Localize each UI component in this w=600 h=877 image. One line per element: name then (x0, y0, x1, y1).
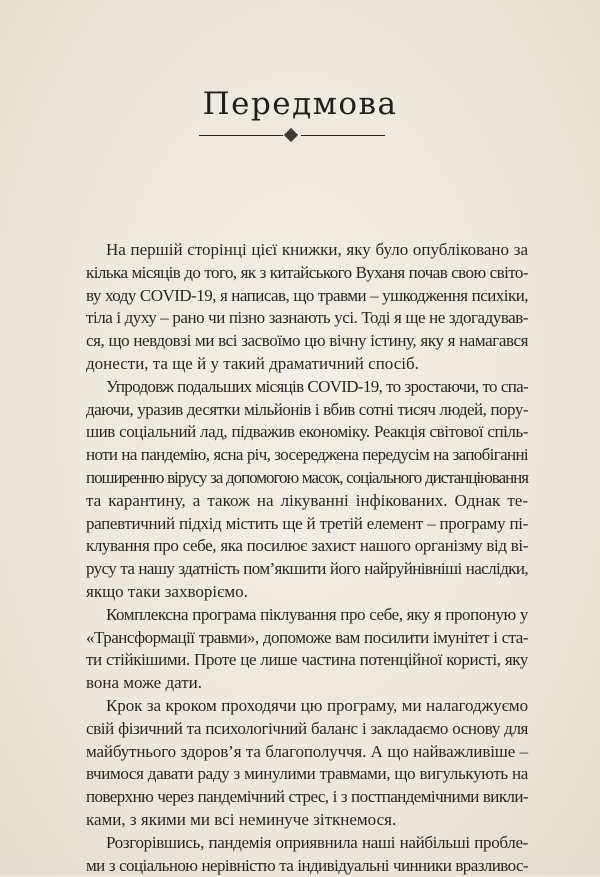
text-line: ся, що невдовзі ми всі засвоїмо цю вічну істину, яку я намагався (86, 331, 528, 351)
paragraph (86, 239, 528, 376)
text-line: поширенню вірусу за допомогою масок, соціального дистанціювання (86, 467, 528, 487)
text-line: На першій сторінці цієї книжки, яку було опубліковано за (106, 240, 528, 259)
text-line: майбутнього здоров’я та благополуччя. А що найважливіше – (86, 741, 528, 761)
text-line: тіла і духу – рано чи пізно зазнають усі. Тоді я ще не здогадував- (86, 308, 528, 328)
text-line: та карантину, а також на лікуванні інфікованих. Однак те- (86, 490, 528, 510)
title-divider-ornament (199, 127, 385, 145)
text-line: «Трансформації травми», допоможе вам посилити імунітет і ста- (86, 627, 528, 647)
text-line: ками, з якими ми всі неминуче зіткнемося. (86, 809, 397, 829)
text-line: ноти на пандемію, ясна річ, зосереджена передусім на запобіганні (86, 445, 528, 465)
paragraph (86, 695, 528, 832)
paragraph (86, 832, 528, 877)
text-line: Крок за кроком проходячи цю програму, ми налагоджуємо (106, 695, 528, 715)
chapter-title: Передмова (202, 86, 398, 122)
text-line: вчимося давати раду з минулими травмами, що вигулькують на (86, 764, 528, 784)
diamond-ornament-icon (284, 128, 298, 142)
text-line: кілька місяців до того, як з китайського Вуханя почав свою світо- (86, 262, 528, 282)
divider-line-right (301, 135, 385, 136)
text-line: ти стійкішими. Проте це лише частина потенційної користі, яку (86, 650, 528, 670)
text-line: донести, та ще й у такий драматичний спосіб. (86, 353, 419, 373)
text-line: русу та нашу здатність пом’якшити його найруйнівніші наслідки, (86, 559, 528, 579)
text-line: рапевтичний підхід містить ще й третій елемент – програму пі- (86, 513, 528, 533)
paragraph (86, 376, 528, 604)
text-line: свій фізичний та психологічний баланс і закладаємо основу для (86, 718, 528, 738)
text-line: Упродовж подальших місяців COVID-19, то зростаючи, то спа- (106, 376, 528, 396)
text-line: Розгорівшись, пандемія оприявнила наші найбільші пробле- (106, 832, 528, 852)
text-line: вона може дати. (86, 673, 202, 693)
text-line: даючи, уразив десятки мільйонів і вбив сотні тисяч людей, пору- (86, 399, 528, 419)
text-line: якщо таки захворіємо. (86, 581, 248, 601)
text-line: шив соціальний лад, підважив економіку. Реакція світової спіль- (86, 422, 528, 442)
text-line: поверхню через пандемічний стрес, і з постпандемічними викли- (86, 787, 528, 807)
text-line: ми з соціальною нерівністю та індивідуальні чинники вразливос- (86, 855, 528, 875)
body-text (86, 239, 528, 877)
text-line: Комплексна програма піклування про себе, яку я пропоную у (106, 604, 528, 624)
text-line: клування про себе, яка посилює захист нашого організму від ві- (86, 536, 528, 556)
paragraph (86, 604, 528, 695)
text-line: ву ходу COVID-19, я написав, що травми – ушкодження психіки, (86, 285, 528, 305)
divider-line-left (199, 135, 283, 136)
